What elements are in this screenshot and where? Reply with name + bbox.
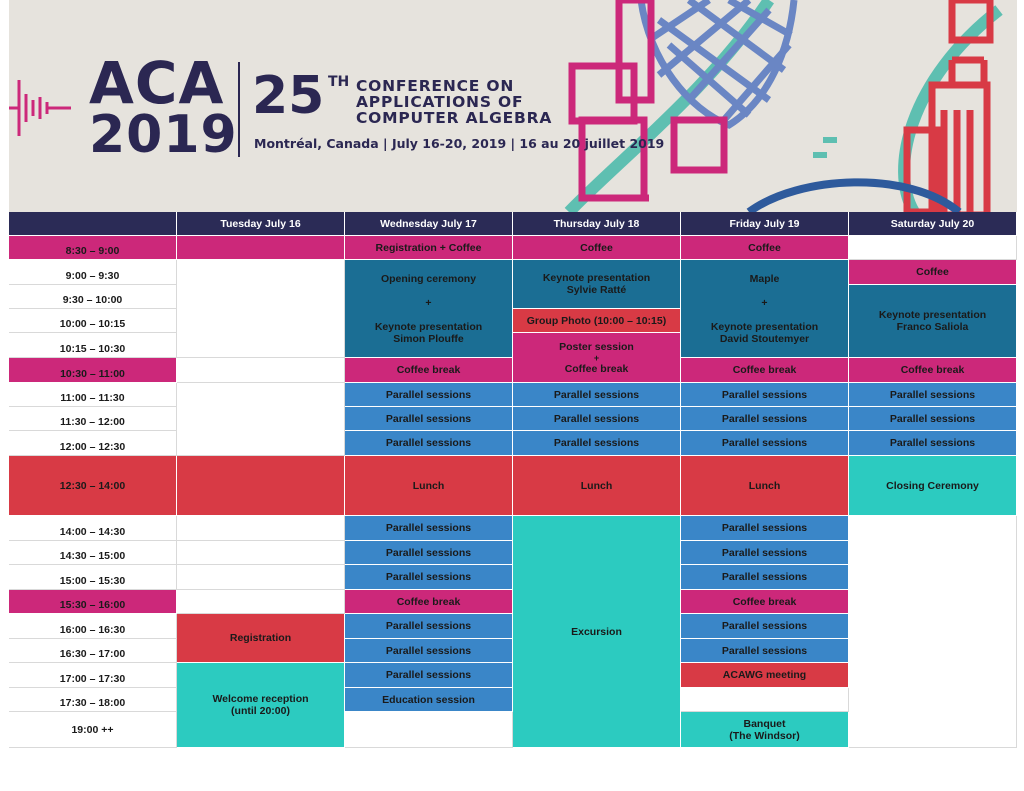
tue-welcome-reception: Welcome reception (until 20:00)	[177, 663, 345, 748]
fri-parallel-sessions: Parallel sessions	[681, 614, 849, 639]
thu-plus: +	[593, 353, 600, 363]
time-slot: 10:15 – 10:30	[9, 333, 177, 358]
wed-opening-label: Opening ceremony	[380, 273, 477, 285]
tue-empty	[177, 516, 345, 541]
time-slot: 15:00 – 15:30	[9, 565, 177, 590]
tue-empty	[177, 383, 345, 456]
time-slot: 9:00 – 9:30	[9, 260, 177, 285]
fri-lunch: Lunch	[681, 456, 849, 516]
edition-suffix: TH	[328, 74, 350, 90]
time-slot: 9:30 – 10:00	[9, 285, 177, 309]
header-day-wednesday: Wednesday July 17	[345, 212, 513, 236]
fri-keynote-label: Keynote presentation David Stoutemyer	[710, 321, 819, 345]
thu-group-photo: Group Photo (10:00 – 10:15)	[513, 309, 681, 333]
sat-empty	[849, 516, 1017, 748]
sat-parallel-sessions: Parallel sessions	[849, 383, 1017, 407]
sat-coffee: Coffee	[849, 260, 1017, 285]
thu-poster-session	[513, 333, 681, 383]
time-slot: 10:00 – 10:15	[9, 309, 177, 333]
fri-parallel-sessions: Parallel sessions	[681, 407, 849, 431]
tue-empty	[177, 565, 345, 590]
thu-poster-coffee-label: Coffee break	[564, 363, 629, 375]
time-slot: 8:30 – 9:00	[9, 236, 177, 260]
time-slot: 15:30 – 16:00	[9, 590, 177, 614]
sat-empty	[849, 236, 1017, 260]
edition-number: 25	[252, 66, 325, 126]
fri-parallel-sessions: Parallel sessions	[681, 383, 849, 407]
thu-excursion: Excursion	[513, 516, 681, 748]
wed-parallel-sessions: Parallel sessions	[345, 541, 513, 565]
logo-aca: ACA	[89, 49, 225, 117]
thu-poster-label: Poster session	[559, 341, 634, 353]
fri-parallel-sessions: Parallel sessions	[681, 639, 849, 663]
tue-registration: Registration	[177, 614, 345, 663]
wed-parallel-sessions: Parallel sessions	[345, 431, 513, 456]
title-line-1: CONFERENCE ON	[356, 77, 515, 95]
header-day-friday: Friday July 19	[681, 212, 849, 236]
header-corner	[9, 212, 177, 236]
soundwave-icon	[9, 80, 71, 136]
time-slot: 17:30 – 18:00	[9, 688, 177, 712]
time-slot: 16:30 – 17:00	[9, 639, 177, 663]
fri-plus: +	[761, 297, 768, 309]
header-day-saturday: Saturday July 20	[849, 212, 1017, 236]
fri-acawg-meeting: ACAWG meeting	[681, 663, 849, 688]
fri-coffee-break-am: Coffee break	[681, 358, 849, 383]
header-day-thursday: Thursday July 18	[513, 212, 681, 236]
sat-parallel-sessions: Parallel sessions	[849, 407, 1017, 431]
wed-opening-keynote	[345, 260, 513, 358]
wed-parallel-sessions: Parallel sessions	[345, 639, 513, 663]
fri-coffee-break-pm: Coffee break	[681, 590, 849, 614]
conference-title	[356, 78, 552, 126]
wed-parallel-sessions: Parallel sessions	[345, 663, 513, 688]
thu-parallel-sessions: Parallel sessions	[513, 383, 681, 407]
time-slot: 10:30 – 11:00	[9, 358, 177, 383]
wed-coffee-break-pm: Coffee break	[345, 590, 513, 614]
fri-coffee: Coffee	[681, 236, 849, 260]
conference-subtitle: Montréal, Canada | July 16-20, 2019 | 16 au 20 juillet 2019	[254, 136, 665, 151]
fri-parallel-sessions: Parallel sessions	[681, 516, 849, 541]
sat-parallel-sessions: Parallel sessions	[849, 431, 1017, 456]
fri-parallel-sessions: Parallel sessions	[681, 431, 849, 456]
schedule-table	[9, 212, 1017, 748]
time-slot: 14:00 – 14:30	[9, 516, 177, 541]
time-slot: 11:30 – 12:00	[9, 407, 177, 431]
sat-keynote: Keynote presentation Franco Saliola	[849, 285, 1017, 358]
time-slot: 19:00 ++	[9, 712, 177, 748]
thu-parallel-sessions: Parallel sessions	[513, 407, 681, 431]
thu-keynote: Keynote presentation Sylvie Ratté	[513, 260, 681, 309]
wed-parallel-sessions: Parallel sessions	[345, 516, 513, 541]
time-slot: 16:00 – 16:30	[9, 614, 177, 639]
wed-parallel-sessions: Parallel sessions	[345, 614, 513, 639]
header-day-tuesday: Tuesday July 16	[177, 212, 345, 236]
sat-closing-ceremony: Closing Ceremony	[849, 456, 1017, 516]
time-slot: 12:00 – 12:30	[9, 431, 177, 456]
fri-parallel-sessions: Parallel sessions	[681, 565, 849, 590]
fri-maple-keynote	[681, 260, 849, 358]
fri-maple-label: Maple	[749, 273, 780, 285]
time-slot: 12:30 – 14:00	[9, 456, 177, 516]
tue-empty	[177, 260, 345, 358]
sat-coffee-break: Coffee break	[849, 358, 1017, 383]
logo-year: 2019	[89, 105, 238, 165]
conference-banner	[9, 0, 1017, 212]
thu-coffee: Coffee	[513, 236, 681, 260]
tue-empty	[177, 590, 345, 614]
title-line-3: COMPUTER ALGEBRA	[356, 109, 553, 127]
time-slot: 11:00 – 11:30	[9, 383, 177, 407]
thu-lunch: Lunch	[513, 456, 681, 516]
logo-divider	[238, 62, 240, 157]
wed-lunch: Lunch	[345, 456, 513, 516]
tue-empty	[177, 541, 345, 565]
wed-coffee-break-am: Coffee break	[345, 358, 513, 383]
tue-empty	[177, 456, 345, 516]
wed-parallel-sessions: Parallel sessions	[345, 383, 513, 407]
thu-parallel-sessions: Parallel sessions	[513, 431, 681, 456]
wed-parallel-sessions: Parallel sessions	[345, 565, 513, 590]
fri-banquet: Banquet (The Windsor)	[681, 712, 849, 748]
time-slot: 14:30 – 15:00	[9, 541, 177, 565]
tue-empty	[177, 236, 345, 260]
wed-keynote-label: Keynote presentation Simon Plouffe	[374, 321, 483, 345]
tue-empty	[177, 358, 345, 383]
fri-empty	[681, 688, 849, 712]
wed-education-session: Education session	[345, 688, 513, 712]
time-slot: 17:00 – 17:30	[9, 663, 177, 688]
wed-plus: +	[425, 297, 432, 309]
fri-parallel-sessions: Parallel sessions	[681, 541, 849, 565]
title-line-2: APPLICATIONS OF	[356, 93, 524, 111]
wed-parallel-sessions: Parallel sessions	[345, 407, 513, 431]
wed-empty	[345, 712, 513, 748]
wed-registration-coffee: Registration + Coffee	[345, 236, 513, 260]
